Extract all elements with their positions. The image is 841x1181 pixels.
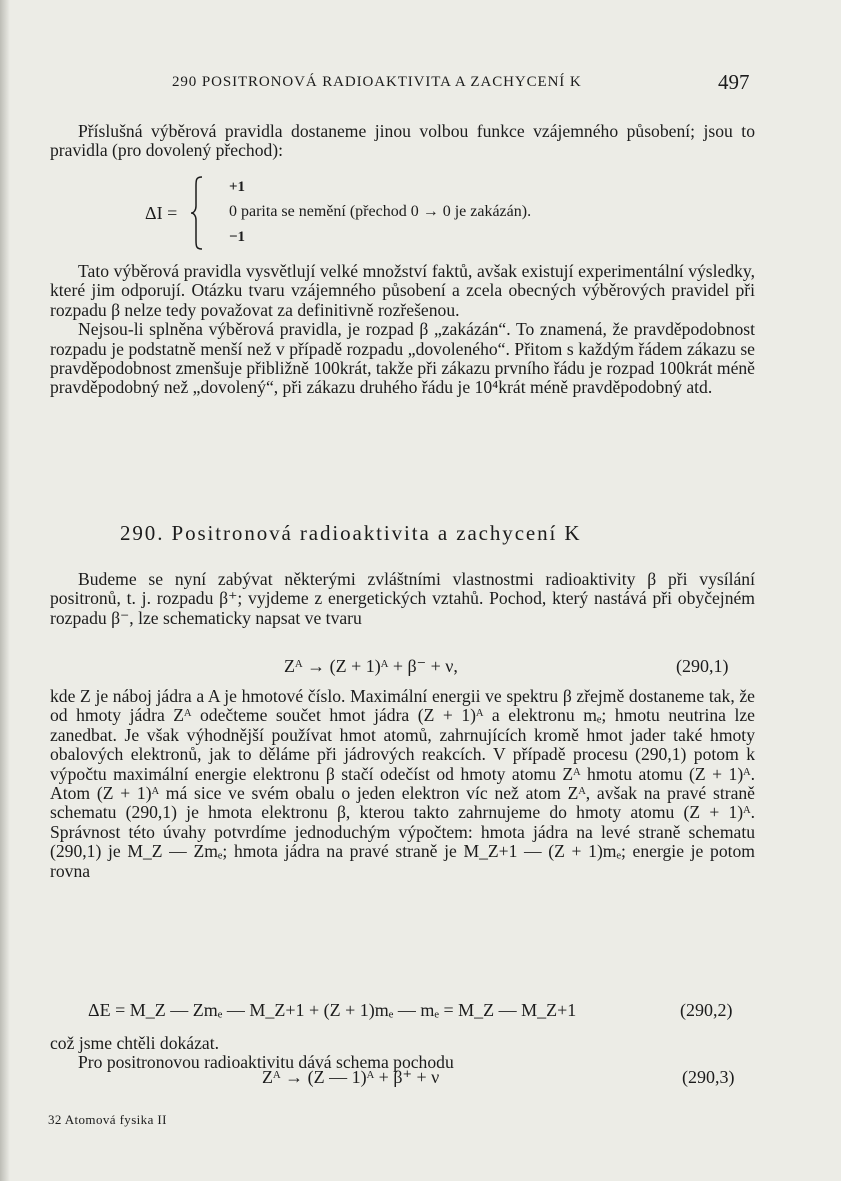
body-text-block: [50, 262, 755, 398]
selection-rule-equation: [145, 176, 705, 256]
paragraph-forbidden-decay: Nejsou-li splněna výběrová pravidla, je rozpad β „zakázán“. To znamená, že pravděpodobnost rozpadu je podstatně menší než v případě rozpadu „dovoleného“. Přitom s každým řádem zákazu se pravděpodobnost zmenšuje přibližně 100krát, takže při zákazu prvního řádu je rozpad 100krát méně pravděpodobný než „dovolený“, při zákazu druhého řádu je 10⁴krát méně pravděpodobný atd.: [50, 319, 755, 398]
equation-number-290-3: (290,3): [682, 1067, 735, 1087]
selection-case-minus: −1: [229, 229, 246, 245]
equation-290-1: Zᴬ → (Z + 1)ᴬ + β⁻ + ν,: [284, 656, 458, 676]
equation-number-290-1: (290,1): [676, 656, 729, 676]
section-body: [50, 687, 755, 881]
section-paragraph-1: Budeme se nyní zabývat některými zvláštními vlastnostmi radioaktivity β při vysílání positronů, t. j. rozpadu β⁺; vyjdeme z energetických vztahů. Pochod, který nastává při obyčejném rozpadu β⁻, lze schematicky napsat ve tvaru: [50, 569, 755, 628]
paragraph-selection-rules: Tato výběrová pravidla vysvětlují velké množství faktů, avšak existují experimentální výsledky, které jim odporují. Otázku tvaru vzájemného působení a zcela obecných výběrových pravidel při rozpadu β nelze tedy považovat za definitivně rozřešenou.: [50, 261, 755, 320]
selection-rule-lhs: ΔI =: [145, 203, 178, 223]
page-footer: 32 Atomová fysika II: [48, 1112, 167, 1127]
section-paragraph-3: což jsme chtěli dokázat.: [50, 1033, 220, 1053]
running-head: 290 POSITRONOVÁ RADIOAKTIVITA A ZACHYCENÍ K: [172, 74, 582, 90]
page-gutter-shadow: [0, 0, 10, 1181]
equation-number-290-2: (290,2): [680, 1000, 733, 1020]
section-paragraph-2: kde Z je náboj jádra a A je hmotové číslo. Maximální energii ve spektru β zřejmě dostaneme tak, že od hmoty jádra Zᴬ odečteme součet hmot jádra (Z + 1)ᴬ a elektronu mₑ; hmotu neutrina lze zanedbat. Je však výhodnější používat hmot atomů, zahrnujících kromě hmot jader také hmoty obalových elektronů, jak to děláme při jádrových reakcích. V případě procesu (290,1) potom k výpočtu maximální energie elektronu β stačí odečíst od hmoty atomu Zᴬ hmotu atomu (Z + 1)ᴬ. Atom (Z + 1)ᴬ má sice ve svém obalu o jeden elektron víc než atom Zᴬ, avšak na pravé straně schematu (290,1) je hmota elektronu β, kterou takto zahrnujeme do hmoty atomu (Z + 1)ᴬ. Správnost této úvahy potvrdíme jednoduchým výpočtem: hmota jádra na levé straně schematu (290,1) je M_Z — Zmₑ; hmota jádra na pravé straně je M_Z+1 — (Z + 1)mₑ; energie je potom rovna: [50, 686, 755, 881]
left-brace-icon: [190, 176, 204, 250]
section-heading: 290. Positronová radioaktivita a zachycení K: [120, 521, 582, 545]
page-number: 497: [718, 70, 750, 94]
intro-text: Příslušná výběrová pravidla dostaneme jinou volbou funkce vzájemného působení; jsou to pravidla (pro dovolený přechod):: [50, 121, 755, 161]
equation-290-2: ΔE = M_Z — Zmₑ — M_Z+1 + (Z + 1)mₑ — mₑ = M_Z — M_Z+1: [88, 1000, 577, 1020]
selection-case-zero: 0 parita se nemění (přechod 0 → 0 je zakázán).: [229, 203, 532, 220]
selection-case-plus: +1: [229, 179, 246, 195]
equation-290-3: Zᴬ → (Z — 1)ᴬ + β⁺ + ν: [262, 1067, 440, 1087]
section-paragraph-4: Pro positronovou radioaktivitu dává schema pochodu: [78, 1052, 454, 1073]
section-intro: [50, 570, 755, 628]
intro-paragraph: [50, 122, 755, 161]
